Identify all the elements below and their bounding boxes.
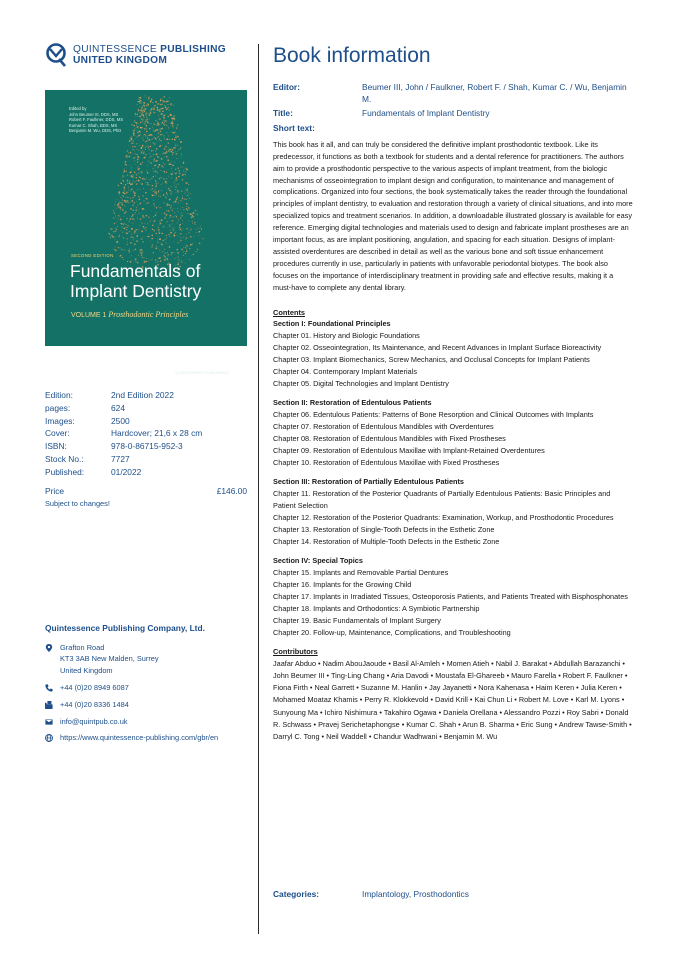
address-line: Grafton Road — [60, 643, 105, 652]
globe-icon — [45, 732, 60, 743]
toc-chapter: Chapter 02. Osseointegration, Its Maintenance, and Recent Advances in Implant Surface Bioreactivity — [273, 343, 602, 353]
toc-section-title: Section III: Restoration of Partially Edentulous Patients — [273, 477, 464, 487]
toc-chapter: Chapter 05. Digital Technologies and Implant Dentistry — [273, 379, 449, 389]
contributors-heading: Contributors — [273, 647, 318, 657]
detail-value: 978-0-86715-952-3 — [111, 441, 183, 452]
detail-label: ISBN: — [45, 441, 67, 452]
toc-chapter: Chapter 20. Follow-up, Maintenance, Complications, and Troubleshooting — [273, 628, 511, 638]
email-link[interactable]: info@quintpub.co.uk — [60, 716, 128, 726]
toc-chapter: Chapter 11. Restoration of the Posterior Quadrants of Partially Edentulous Patients: Basic Principles and Patient Selection — [273, 489, 611, 511]
book-cover — [45, 90, 247, 375]
price-label: Price — [45, 485, 65, 496]
detail-value: 01/2022 — [111, 466, 142, 477]
price-note: Subject to changes! — [45, 498, 110, 508]
detail-label: Stock No.: — [45, 453, 84, 464]
phone-icon — [45, 682, 60, 693]
detail-row-images — [45, 415, 247, 428]
price-value: £146.00 — [216, 485, 247, 496]
book-details — [45, 389, 247, 508]
sidebar — [45, 40, 247, 743]
cover-title — [70, 262, 201, 301]
detail-row-cover — [45, 427, 247, 440]
contributors — [273, 646, 633, 743]
title-label: Title: — [273, 108, 293, 119]
toc-chapter: Chapter 15. Implants and Removable Partial Dentures — [273, 568, 449, 578]
contact-email[interactable] — [45, 716, 255, 727]
address-line: KT3 3AB New Malden, Surrey — [60, 654, 159, 664]
toc-chapter: Chapter 03. Implant Biomechanics, Screw Mechanics, and Occlusal Concepts for Implant Patients — [273, 355, 590, 365]
cover-publisher: QUINTESSENCE PUBLISHING — [175, 371, 230, 375]
title-row — [273, 108, 633, 120]
contact-website[interactable] — [45, 732, 255, 743]
cover-subtitle — [71, 310, 188, 319]
publisher-logo[interactable] — [45, 40, 247, 70]
cover-editor: Robert F. Faulkner, DDS, MS — [69, 117, 123, 123]
toc-chapter: Chapter 01. History and Biologic Foundations — [273, 331, 420, 341]
detail-label: Images: — [45, 415, 75, 426]
editor-row — [273, 82, 633, 105]
brand-publishing: PUBLISHING — [160, 44, 226, 55]
toc-chapter: Chapter 14. Restoration of Multiple-Tooth Defects in the Esthetic Zone — [273, 537, 500, 547]
detail-label: pages: — [45, 402, 71, 413]
contributors-list: Jaafar Abduo • Nadim AbouJaoude • Basil Al-Amleh • Momen Atieh • Nabil J. Barakat • Abdullah Barazanchi • John Beumer III • Ting-Ling Chang • Aria Davodi • Moustafa El-Ghareeb • Mauro Farella • Robert F. Faulkner • Fiona Firth • Neal Garrett • Suzanne M. Hanlin • Jay Jayanetti • Nora Kahenasa • Haim Keren • Julia Keren • Mohamed Moataz Khamis • Perry R. Klokkevold • David Krill • Kai Chun Li • Robert M. Love • Karl M. Lyons • Sunyoung Ma • Ichiro Nishimura • Takahiro Ogawa • Daniela Orellana • Alessandro Pozzi • Roy Sabri • Donald R. Schwass • Pravej Serichetaphongse • Kumar C. Shah • Arun B. Sharma • Eric Sung • Andrew Tawse-Smith • Darryl C. Tong • Neil Waddell • Chandur Wadhwani • Benjamin M. Wu — [273, 659, 632, 741]
toc-chapter: Chapter 12. Restoration of the Posterior Quadrants: Examination, Workup, and Prosthodontic Procedures — [273, 513, 614, 523]
toc-chapter: Chapter 04. Contemporary Implant Materials — [273, 367, 417, 377]
categories-value[interactable]: Implantology, Prosthodontics — [362, 889, 469, 899]
detail-label: Edition: — [45, 390, 73, 400]
cover-editor: Benjamin M. Wu, DDS, PhD — [69, 128, 122, 134]
editor-value: Beumer III, John / Faulkner, Robert F. / Shah, Kumar C. / Wu, Benjamin M. — [362, 82, 627, 104]
map-pin-icon — [45, 642, 60, 676]
cover-editors-label: Edited by — [69, 106, 87, 111]
page-title: Book information — [273, 44, 431, 67]
toc-chapter: Chapter 19. Basic Fundamentals of Implant Surgery — [273, 616, 441, 626]
toc-section-title: Section IV: Special Topics — [273, 556, 363, 566]
detail-row-edition — [45, 389, 247, 402]
cover-title-line: Fundamentals of — [70, 261, 201, 281]
toc-chapter: Chapter 13. Restoration of Single-Tooth Defects in the Esthetic Zone — [273, 525, 495, 535]
cover-editor: Kumar C. Shah, BDS, MS — [69, 122, 118, 128]
detail-value: 2nd Edition 2022 — [111, 390, 174, 400]
website-link[interactable]: https://www.quintessence-publishing.com/gbr/en — [60, 733, 219, 743]
contact-phone[interactable] — [45, 682, 255, 693]
contact-address — [45, 642, 255, 676]
toc-section — [273, 555, 633, 639]
fax-number[interactable]: +44 (0)20 8336 1484 — [60, 699, 129, 709]
quintessence-logo-icon — [45, 42, 69, 68]
toc-chapter: Chapter 07. Restoration of Edentulous Mandibles with Overdentures — [273, 422, 494, 432]
table-of-contents — [273, 307, 633, 640]
detail-value: Hardcover; 21,6 x 28 cm — [111, 428, 203, 439]
cover-editors — [69, 106, 123, 134]
fax-icon — [45, 699, 60, 710]
contents-heading: Contents — [273, 307, 306, 317]
price-row — [45, 486, 247, 496]
column-divider — [258, 44, 259, 934]
title-value: Fundamentals of Implant Dentistry — [362, 108, 490, 119]
short-text-label: Short text: — [273, 122, 315, 133]
contact-fax[interactable] — [45, 699, 255, 710]
categories-label: Categories: — [273, 889, 320, 899]
cover-title-line: Implant Dentistry — [70, 280, 202, 301]
brand-name: QUINTESSENCE — [73, 44, 161, 55]
toc-chapter: Chapter 10. Restoration of Edentulous Maxillae with Fixed Prostheses — [273, 458, 500, 468]
toc-section — [273, 318, 633, 390]
cover-volume: VOLUME 1 — [71, 312, 107, 319]
toc-chapter: Chapter 08. Restoration of Edentulous Mandibles with Fixed Prostheses — [273, 434, 506, 444]
phone-number[interactable]: +44 (0)20 8949 6087 — [60, 682, 129, 692]
toc-chapter: Chapter 09. Restoration of Edentulous Maxillae with Implant-Retained Overdentures — [273, 446, 545, 456]
detail-label: Published: — [45, 466, 85, 477]
detail-row-isbn — [45, 440, 247, 453]
toc-section — [273, 476, 633, 548]
editor-label: Editor: — [273, 82, 300, 92]
address-line: United Kingdom — [60, 665, 113, 675]
detail-value: 2500 — [111, 415, 130, 426]
brand-region: UNITED KINGDOM — [73, 55, 168, 66]
detail-row-stock — [45, 453, 247, 466]
toc-section-title: Section II: Restoration of Edentulous Patients — [273, 398, 432, 408]
detail-label: Cover: — [45, 428, 70, 439]
book-info-panel — [273, 44, 633, 899]
cover-edition: SECOND EDITION — [71, 253, 114, 258]
toc-chapter: Chapter 06. Edentulous Patients: Patterns of Bone Resorption and Clinical Outcomes with Implants — [273, 410, 594, 420]
envelope-icon — [45, 716, 60, 727]
short-text: This book has it all, and can truly be considered the definitive implant prosthodontic textbook. Like its predecessor, it functions as both a textbook for students and a dental reference for practitioners. The authors aim to provide a prosthodontic perspective to the various aspects of implant treatment, from the biologic mechanisms of osseointegration to implant design and configuration, to maintenance and management of complications. Organized into four sections, the book systematically takes the reader through the foundational principles of implant dentistry, to evaluation and restoration through a variety of clinical situations, and into more specialized topics and treatment scenarios. In addition, a downloadable illustrated glossary is available for easy reference. Emerging digital technologies and materials used to design and fabricate implant prostheses are an important focus, as are implant positioning, angulation, and spacing for each situation. Designs of implant-assisted overdentures are described in detail as well as the various bone and soft tissue enhancement procedures currently in use, particularly in patients with unfavorable periodontal biotypes. The book also focuses on the importance of interdisciplinary treatment in providing safe and effective results, making it a must-have to complete any dental library. — [273, 139, 633, 292]
toc-section-title: Section I: Foundational Principles — [273, 319, 391, 329]
toc-chapter: Chapter 17. Implants in Irradiated Tissues, Osteoporosis Patients, and Patients Treated with Bisphosphonates — [273, 592, 628, 602]
cover-editor: John Beumer III, DDS, MS — [69, 111, 119, 117]
detail-value: 7727 — [111, 453, 130, 464]
categories-row — [273, 889, 469, 899]
cover-subtitle-text: Prosthodontic Principles — [108, 310, 189, 319]
detail-value: 624 — [111, 402, 125, 413]
detail-row-pages — [45, 402, 247, 415]
company-name: Quintessence Publishing Company, Ltd. — [45, 623, 205, 633]
detail-row-published — [45, 466, 247, 479]
company-info — [45, 623, 255, 749]
toc-chapter: Chapter 16. Implants for the Growing Child — [273, 580, 412, 590]
toc-section — [273, 397, 633, 469]
toc-chapter: Chapter 18. Implants and Orthodontics: A Symbiotic Partnership — [273, 604, 480, 614]
